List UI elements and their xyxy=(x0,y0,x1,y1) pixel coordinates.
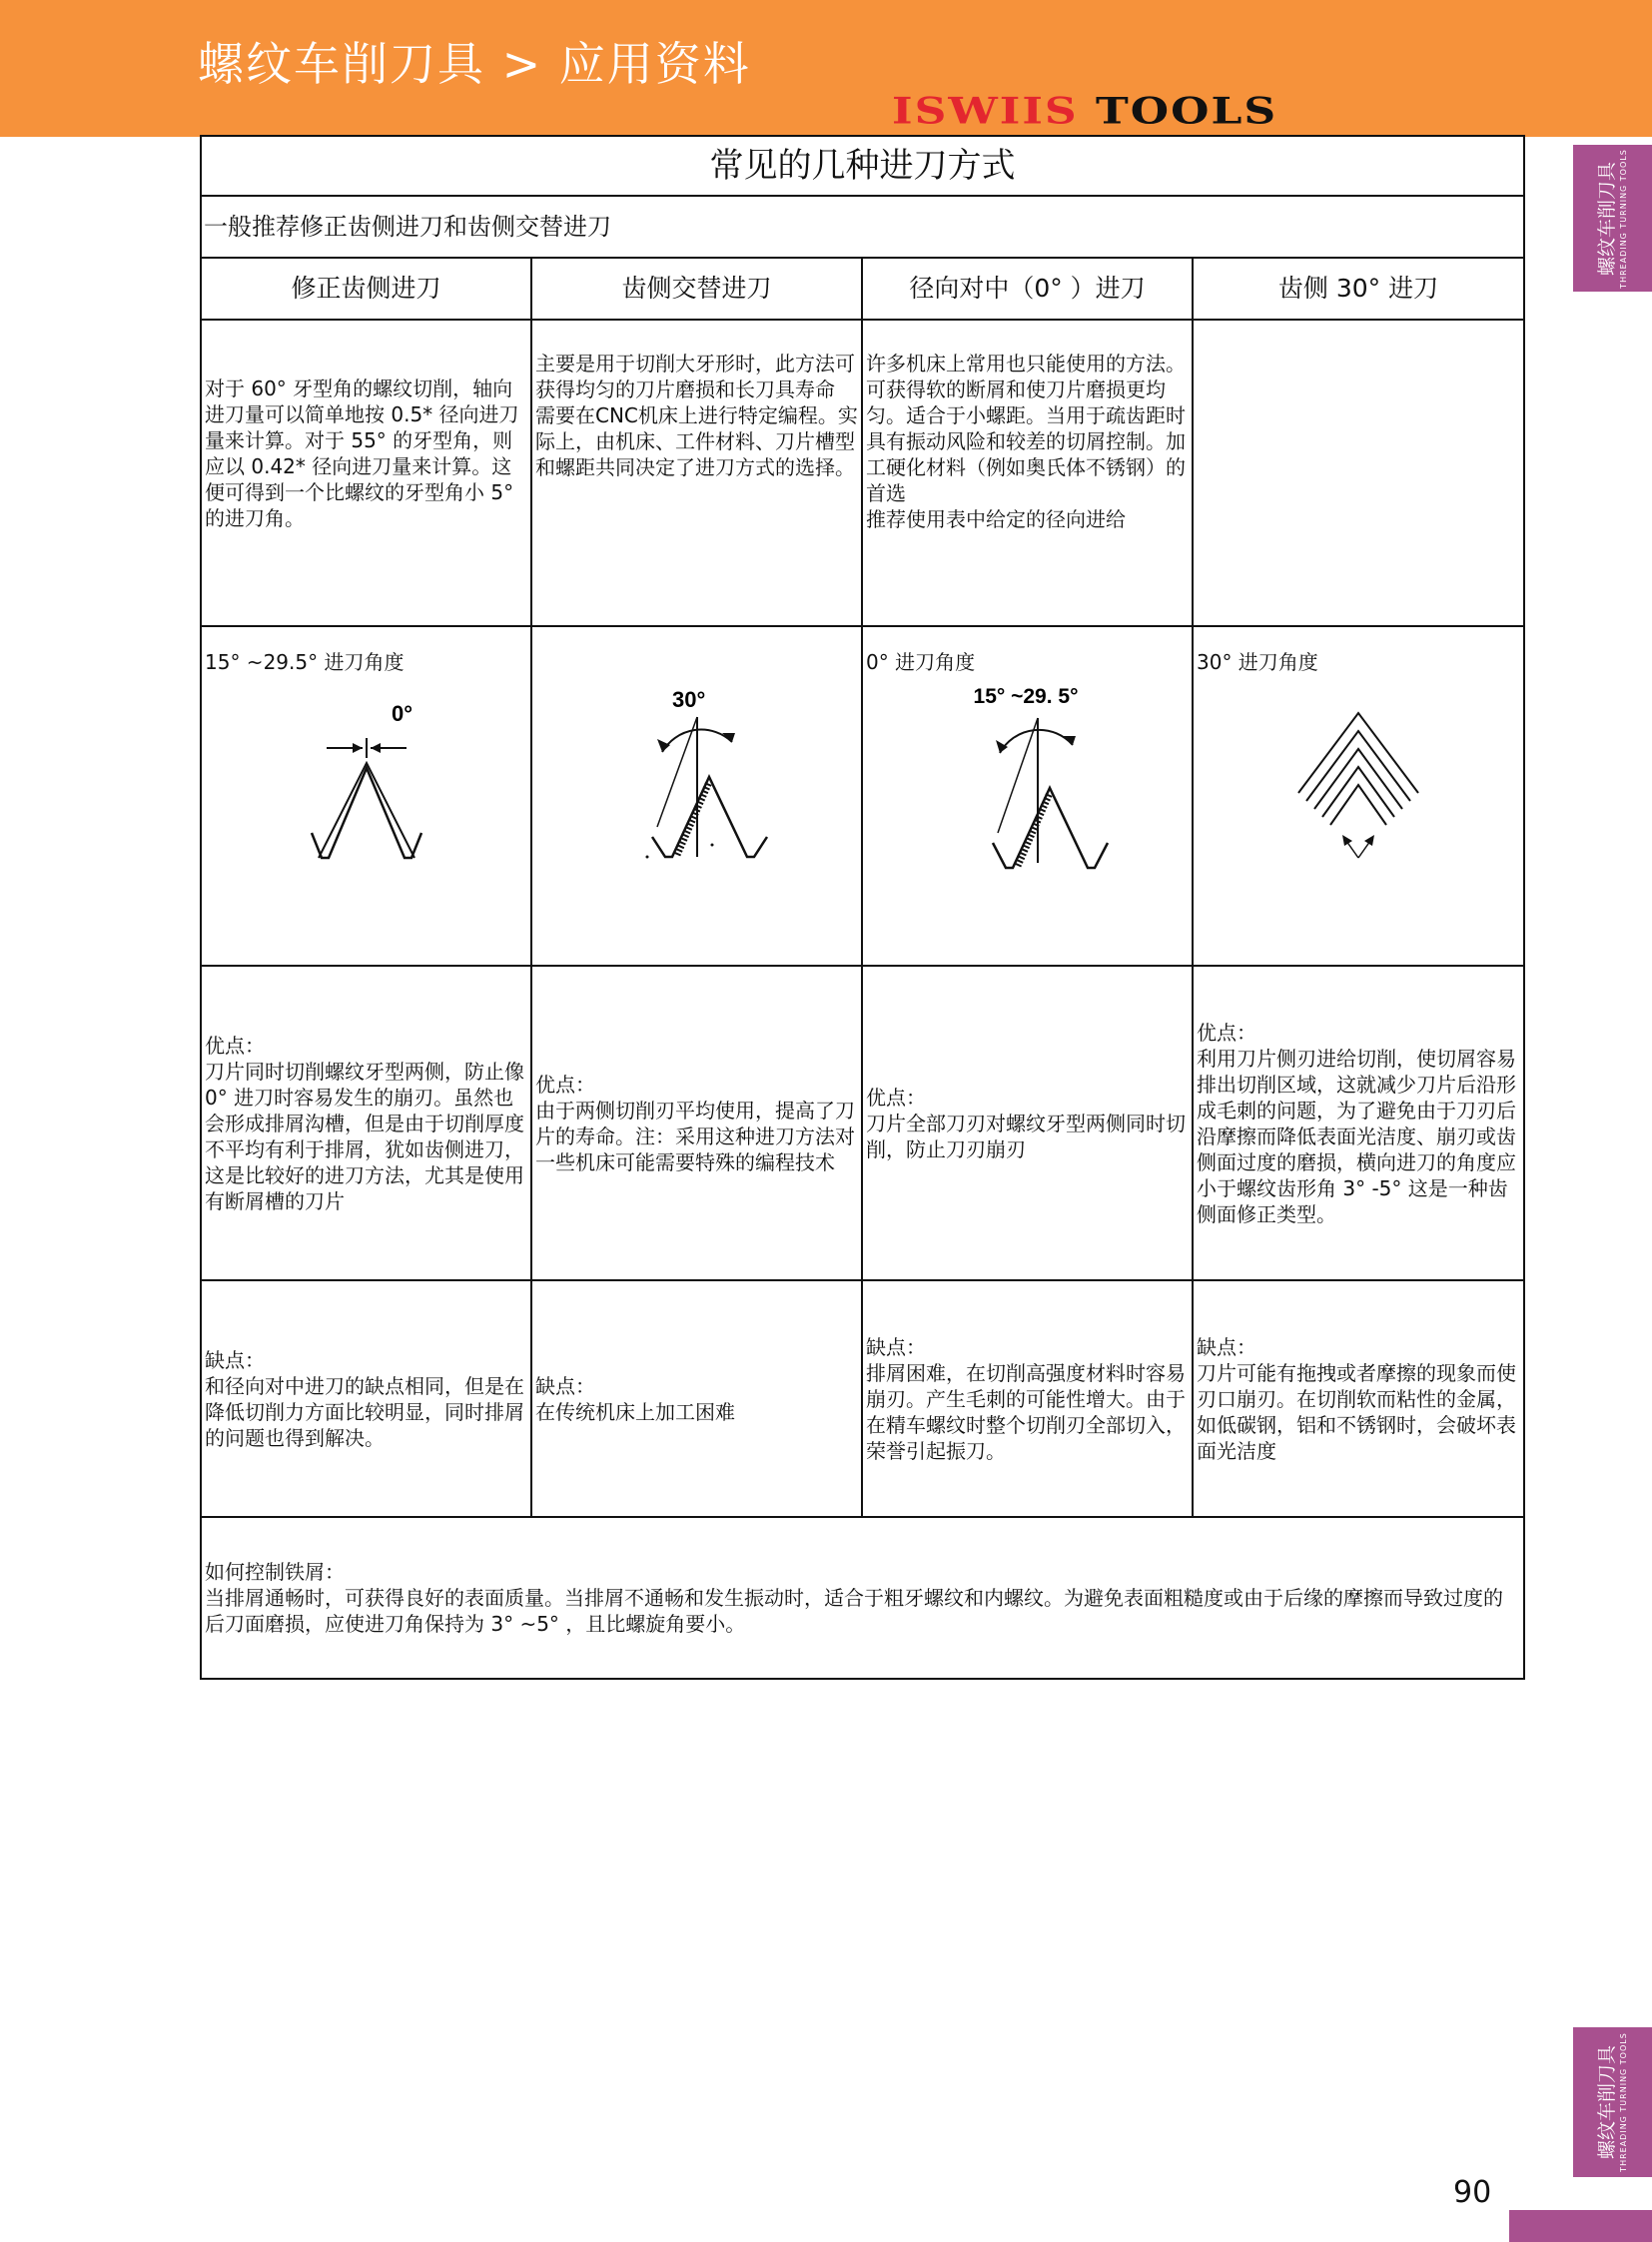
description-cell xyxy=(1193,320,1524,626)
table-title: 常见的几种进刀方式 xyxy=(201,136,1524,196)
insert-outline xyxy=(319,763,414,858)
disadvantages-cell xyxy=(862,1280,1193,1517)
modified-flank-infeed-diagram xyxy=(267,683,466,873)
infeed-methods-table xyxy=(200,135,1525,1680)
column-heading: 齿侧 30° 进刀 xyxy=(1193,258,1524,320)
arrowhead xyxy=(722,733,735,742)
diagram-cell xyxy=(1193,626,1524,966)
chip-control-text: 如何控制铁屑： 当排屑通畅时，可获得良好的表面质量。当排屑不通畅和发生振动时，适合于粗牙螺纹和内螺纹。为避免表面粗糙度或由于后缘的摩擦而导致过度的后刀面磨损，应使进刀角保持为 3° ~5° ，且比螺旋角要小。 xyxy=(205,1560,1503,1636)
disadvantages-cell xyxy=(531,1280,862,1517)
diagram-cell xyxy=(531,626,862,966)
advantages-cell xyxy=(531,966,862,1280)
disadvantages-text: 缺点： 在传统机床上加工困难 xyxy=(535,1373,735,1424)
diagram-label: 30° xyxy=(671,687,705,712)
chip-control-cell xyxy=(201,1517,1524,1679)
description-text: 主要是用于切削大牙形时，此方法可获得均匀的刀片磨损和长刀具寿命 需要在CNC机床上进行特定编程。实际上，由机床、工件材料、刀片槽型和螺距共同决定了进刀方式的选择。 xyxy=(535,352,858,479)
pass-line xyxy=(1314,749,1402,809)
side-tab-bottom xyxy=(1573,2027,1652,2177)
table-subtitle: 一般推荐修正齿侧进刀和齿侧交替进刀 xyxy=(201,196,1524,258)
brand-logo xyxy=(892,90,1278,133)
logo-tools-text: TOOLS xyxy=(1096,90,1278,133)
pass-line xyxy=(1322,767,1394,817)
arrowhead xyxy=(1364,835,1374,846)
arrowhead xyxy=(1063,736,1076,745)
diagram-label: 15° ~29. 5° xyxy=(973,685,1078,708)
arrowhead xyxy=(996,740,1008,753)
description-cell xyxy=(201,320,531,626)
page-number: 90 xyxy=(1453,2175,1492,2210)
reference-dot xyxy=(710,844,713,847)
page-number-bar xyxy=(1509,2210,1652,2242)
thread-profile xyxy=(312,768,421,858)
arrowhead xyxy=(353,743,363,753)
radial-infeed-diagram xyxy=(928,683,1128,873)
side-tab-sublabel: THREADING TURNING TOOLS xyxy=(1618,2032,1628,2172)
disadvantages-cell xyxy=(201,1280,531,1517)
advantages-text: 优点： 利用刀片侧刃进给切削，使切屑容易排出切削区域，这就减少刀片后沿形成毛刺的问题，为了避免由于刀刃后沿摩擦而降低表面光洁度、崩刃或齿侧面过度的磨损，横向进刀的角度应小于螺纹齿形角 3° -5° 这是一种齿侧面修正类型。 xyxy=(1197,1020,1516,1226)
column-heading: 齿侧交替进刀 xyxy=(531,258,862,320)
chip-flank xyxy=(677,782,709,855)
description-cell xyxy=(862,320,1193,626)
advantages-text: 优点： 刀片同时切削螺纹牙型两侧，防止像 0° 进刀时容易发生的崩刃。虽然也会形成排屑沟槽，但是由于切削厚度不平均有利于排屑，犹如齿侧进刀，这是比较好的进刀方法，尤其是使用有断屑槽的刀片 xyxy=(205,1033,524,1213)
side-tab-sublabel: THREADING TURNING TOOLS xyxy=(1618,148,1628,289)
column-heading: 修正齿侧进刀 xyxy=(201,258,531,320)
pass-line xyxy=(1298,713,1418,793)
flank-30-infeed-diagram xyxy=(1258,683,1458,873)
arrowhead xyxy=(371,743,381,753)
chip-flank xyxy=(1018,793,1050,866)
alternating-flank-infeed-diagram xyxy=(597,677,797,867)
advantages-text: 优点： 由于两侧切削刃平均使用，提高了刀片的寿命。注：采用这种进刀方法对一些机床可能需要特殊的编程技术 xyxy=(535,1072,855,1174)
page-title: 螺纹车削刀具 > 应用资料 xyxy=(198,37,751,91)
logo-brand-text: ISWIIS xyxy=(892,90,1079,133)
advantages-cell xyxy=(862,966,1193,1280)
angle-caption: 15° ~29.5° 进刀角度 xyxy=(205,650,405,674)
description-text: 许多机床上常用也只能使用的方法。可获得软的断屑和使刀片磨损更均匀。适合于小螺距。当用于疏齿距时具有振动风险和较差的切屑控制。加工硬化材料（例如奥氏体不锈钢）的首选 推荐使用表中给定的径向进给 xyxy=(866,352,1186,531)
diagram-label: 0° xyxy=(391,701,413,726)
angle-arc xyxy=(1000,730,1073,753)
side-tab-label: 螺纹车削刀具 xyxy=(1595,161,1618,276)
reference-dot xyxy=(645,856,648,859)
description-cell xyxy=(531,320,862,626)
disadvantages-cell xyxy=(1193,1280,1524,1517)
side-tab-label: 螺纹车削刀具 xyxy=(1595,2045,1618,2160)
diagram-cell xyxy=(201,626,531,966)
advantages-cell xyxy=(1193,966,1524,1280)
diagram-cell xyxy=(862,626,1193,966)
advantages-text: 优点： 刀片全部刀刃对螺纹牙型两侧同时切削，防止刀刃崩刃 xyxy=(866,1085,1186,1161)
column-heading: 径向对中（0° ）进刀 xyxy=(862,258,1193,320)
arrowhead xyxy=(1342,835,1352,846)
side-tab-top xyxy=(1573,145,1652,292)
arrowhead xyxy=(657,739,670,752)
disadvantages-text: 缺点： 排屑困难，在切削高强度材料时容易崩刃。产生毛刺的可能性增大。由于在精车螺纹时整个切削刃全部切入，荣誉引起振刀。 xyxy=(866,1334,1186,1463)
angle-caption: 0° 进刀角度 xyxy=(866,650,976,674)
angle-caption: 30° 进刀角度 xyxy=(1197,650,1318,674)
disadvantages-text: 缺点： 刀片可能有拖拽或者摩擦的现象而使刃口崩刃。在切削软而粘性的金属，如低碳钢，铝和不锈钢时，会破坏表面光洁度 xyxy=(1197,1334,1516,1463)
infeed-line xyxy=(657,717,697,827)
disadvantages-text: 缺点： 和径向对中进刀的缺点相同，但是在降低切削力方面比较明显，同时排屑的问题也得到解决。 xyxy=(205,1347,524,1450)
description-text: 对于 60° 牙型角的螺纹切削，轴向进刀量可以简单地按 0.5* 径向进刀量来计算。对于 55° 的牙型角，则应以 0.42* 径向进刀量来计算。这便可得到一个比螺纹的牙型角小 5° 的进刀角。 xyxy=(205,376,519,530)
advantages-cell xyxy=(201,966,531,1280)
pass-line xyxy=(1330,785,1386,825)
